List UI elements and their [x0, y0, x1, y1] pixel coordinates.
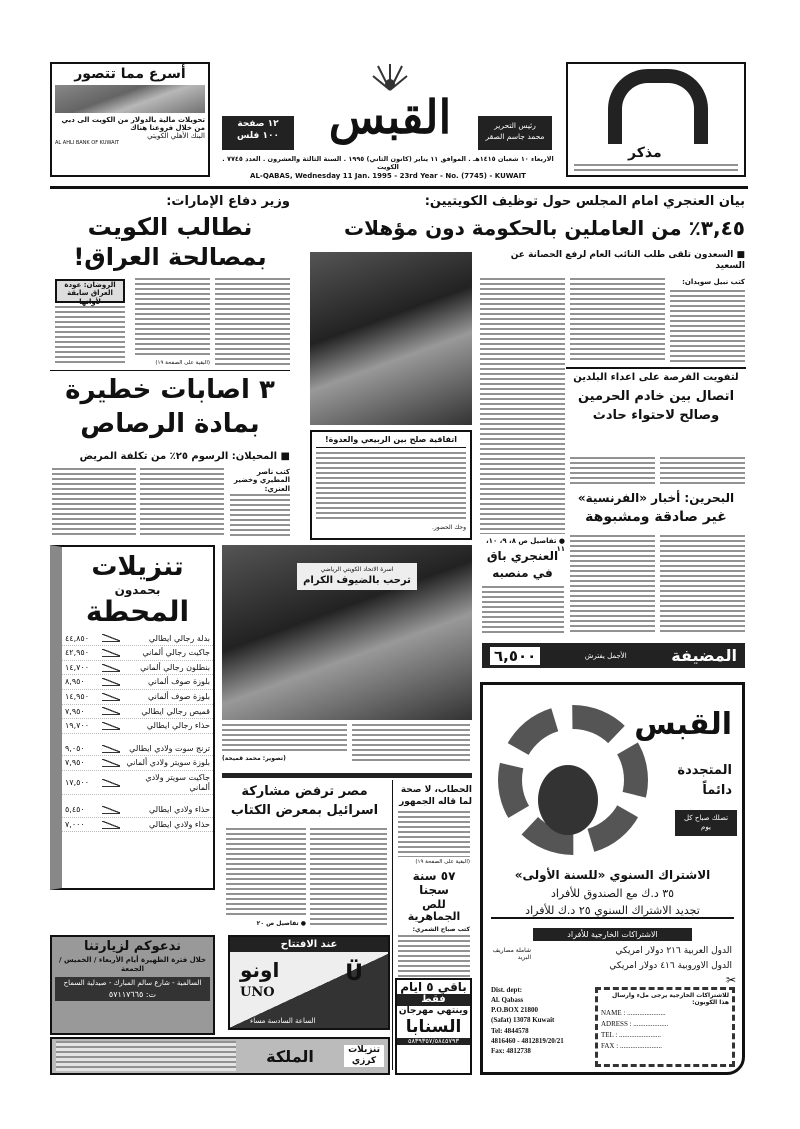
bank-ad-title: أسرع مما تتصور [74, 66, 186, 82]
divider [392, 780, 393, 1070]
days-ad[interactable] [395, 978, 472, 1075]
sale-sub: بحمدون [114, 582, 161, 597]
address-line: 4816460 - 4812819/20/21 [491, 1036, 564, 1045]
item-name: قميص رجالي ايطالي [141, 706, 210, 716]
days-phone: ٥٨٣٩٣٥٧/٥٨٤٥٧٩٣ [397, 1038, 470, 1046]
body-text [660, 457, 745, 487]
egypt-headline-1: مصر ترفض مشاركة [241, 784, 368, 799]
address-line: Fax: 4812738 [491, 1046, 531, 1055]
hattab-headline-1: الحطاب، لا صحة [400, 785, 472, 795]
editor-box [478, 116, 552, 150]
bottom-ad-brand [344, 1045, 384, 1067]
date-line-ar: الاربعاء ١٠ شعبان ١٤١٥هـ . الموافق ١١ يناير (كانون الثاني) ١٩٩٥ . السنة الثالثة والعشرون . العدد ٧٧٤٥ . الكويت [222, 155, 554, 172]
thief-headline-2: للص الجماهرية [407, 897, 461, 923]
old-price-struck [102, 821, 120, 829]
egypt-more[interactable]: ● تفاصيل ص ٢٠ [256, 920, 306, 927]
item-name: ترنج سوت ولادي ايطالي [129, 743, 210, 753]
bahrain-headline-2: غير صادقة ومشبوهة [585, 509, 727, 525]
body-text [482, 586, 564, 635]
body-text [226, 828, 306, 918]
body-text [140, 468, 224, 536]
item-price: ٧,٠٠٠ [65, 819, 85, 829]
item-price: ١٤,٧٠٠ [65, 662, 90, 672]
date-block [222, 155, 554, 181]
address-line: Dist. dept: [491, 986, 523, 994]
mudifa-ad[interactable] [482, 643, 745, 668]
item-name: بنطلون رجالي ألماني [140, 662, 210, 672]
price-row [62, 771, 213, 795]
old-price-struck [102, 707, 120, 715]
price-box [222, 116, 294, 150]
caption-title: اتفاقية صلح بين الربيعي والعدوة! [316, 435, 466, 448]
body-text [310, 828, 387, 928]
price-row [62, 675, 213, 690]
body-text [398, 935, 470, 979]
price-row [62, 632, 213, 647]
side-column [396, 785, 472, 979]
anjari-headline-2: في منصبه [492, 566, 553, 580]
item-name: جاكيت سويتر ولادي ألماني [145, 772, 210, 792]
old-price-struck [102, 693, 120, 701]
horse-image [55, 85, 205, 113]
foreign-title: الاشتراكات الخارجية للأفراد [533, 928, 692, 941]
offer-line: الاشتراك السنوي «للسنة الأولى» [514, 868, 711, 882]
body-text [570, 535, 655, 635]
renew-line: تجديد الاشتراك السنوي ٢٥ د.ك للأفراد [491, 904, 734, 919]
old-price-struck [102, 759, 120, 767]
body-text [574, 164, 738, 172]
editor-label: رئيس التحرير [494, 121, 536, 130]
sports-club-photo [222, 545, 472, 720]
anjari-headline-1: العنجري باق [486, 549, 559, 563]
old-price-struck [102, 806, 120, 814]
body-text [352, 724, 470, 764]
item-name: جاكيت رجالي ألماني [142, 648, 210, 658]
old-price-struck [102, 745, 120, 753]
price-row [62, 756, 213, 771]
saudi-kicker: لتفويت الفرصة على اعداء البلدين [573, 372, 739, 383]
lead-subhead: ■ السعدون تلقى طلب النائب العام لرفع الحصانة عن السعيد [510, 250, 745, 272]
address-label: ADRESS : [601, 1020, 632, 1029]
price-row [62, 818, 213, 833]
item-price: ٤٢,٩٥٠ [65, 648, 90, 658]
price-list [62, 632, 213, 833]
item-price: ٤٤,٨٥٠ [65, 633, 90, 643]
invite-title: ندعوكم لزيارتنا [84, 939, 181, 954]
lead-story-byline: كتب ناصر المطيري وخضير العنزي: [233, 468, 290, 493]
rawdhan-box: الروضان: عودة العراق سابقة لأوانها [55, 279, 125, 303]
price-row [62, 719, 213, 734]
body-text [230, 494, 290, 536]
qabas-logo: القبس [634, 707, 732, 742]
lead-story-subhead: ■ المحيلان: الرسوم ٢٥٪ من تكلفة المريض [79, 451, 290, 462]
uno-footer: الساعة السادسة مساء [250, 1017, 316, 1025]
old-price-struck [102, 649, 120, 657]
item-name: بدلة رجالي ايطالي [148, 633, 210, 643]
body-text [222, 724, 347, 752]
saudi-story [566, 367, 746, 455]
bahrain-headline-1: البحرين: أخبار «الفرنسية» [577, 491, 735, 505]
address-block [491, 985, 564, 1056]
item-price: ٧,٩٥٠ [65, 706, 85, 716]
name-label: NAME : [601, 1009, 626, 1018]
bank-name: البنك الأهلي الكويتي [147, 132, 205, 141]
days-line-4: السنابا [405, 1017, 462, 1038]
mudifa-note: الأجمل يفترش [584, 651, 627, 660]
subhead-text: المحيلان: الرسوم ٢٥٪ من تكلفة المريض [79, 451, 278, 462]
old-price-struck [102, 779, 120, 787]
caption-sign: وحك الحضور. [431, 523, 466, 531]
thief-headline-1: ٥٧ سنة سجنا [412, 869, 456, 897]
old-price-struck [102, 678, 120, 686]
body-text [316, 452, 466, 522]
caption-box [310, 430, 472, 540]
address-line: Al. Qabass [491, 996, 524, 1005]
item-price: ١٩,٧٠٠ [65, 721, 90, 731]
renewed-label: المتجددة [677, 763, 732, 778]
fax-field[interactable]: FAX : ........................ [601, 1041, 662, 1050]
newspaper-logo: القبس [328, 90, 452, 144]
item-price: ٥,٤٥٠ [65, 805, 85, 815]
subscription-ad[interactable] [480, 682, 745, 1075]
editor-name: محمد جاسم الصقر [485, 132, 545, 142]
europe-rate: الدول الاوروبية ٤١٦ دولار امريكي [609, 961, 732, 971]
body-text [670, 290, 745, 363]
bottom-ad[interactable] [50, 1037, 390, 1075]
uno-title: عند الافتتاح [230, 937, 388, 952]
address-line: P.O.BOX 21800 [491, 1006, 538, 1015]
days-line-1: باقي ٥ ايام [400, 980, 467, 994]
date-line-en: AL-QABAS, Wednesday 11 Jan. 1995 - 23rd Year - No. (7745) - KUWAIT [250, 171, 526, 180]
item-price: ٩,٠٥٠ [65, 743, 85, 753]
hattab-more[interactable]: (البقية على الصفحة ١٩) [415, 859, 470, 866]
bottom-ad-title: تنزيلات [348, 1045, 380, 1056]
body-text [52, 468, 136, 536]
tel-field[interactable]: TEL : ........................ [601, 1031, 662, 1040]
always-label: دائماً [702, 783, 732, 798]
arab-rate: الدول العربية ٢١٦ دولار امريكي [615, 946, 732, 956]
old-price-struck [102, 664, 120, 672]
item-name: حذاء ولادي ايطالي [148, 805, 210, 815]
item-name: حذاء ولادي ايطالي [148, 819, 210, 829]
item-name: بلوزة صوف ألماني [148, 691, 210, 701]
coupon-note: للاشتراكات الخارجية يرجى ملء وارسال هذا الكوبون: [612, 992, 729, 1007]
banner-line-1: اسرة الاتحاد الكويتي الرياضي [320, 566, 394, 573]
body-text [55, 306, 125, 365]
photo-credit: (تصوير: محمد قميحة) [222, 755, 286, 762]
uae-kicker: وزير دفاع الإمارات: [166, 194, 290, 209]
lead-story-headline-1: ٣ اصابات خطيرة [65, 375, 275, 405]
bottom-ad-brand-name: كرزي [351, 1056, 377, 1066]
uno-logo-icon: Ü [345, 961, 363, 986]
price-row [62, 705, 213, 720]
address-field[interactable]: ADRESS : .................... [601, 1020, 669, 1029]
mudifa-price: ٦,٥٠٠ [490, 647, 540, 665]
body-text [398, 811, 470, 857]
price-row [62, 661, 213, 676]
days-line-2: فقط [397, 994, 470, 1006]
lead-subhead-text: السعدون تلقى طلب النائب العام لرفع الحصانة عن السعيد [510, 250, 745, 272]
mudifa-brand: المضيفة [671, 646, 737, 665]
lead-byline: كتب نبيل سويدان: [682, 278, 745, 286]
lead-kicker: بيان العنجري امام المجلس حول توظيف الكويتيين: [424, 194, 745, 209]
price-row [62, 646, 213, 661]
invite-body: خلال فترة الظهيرة أيام الأربعاء / الخميس / الجمعة [58, 956, 207, 973]
body-text [570, 457, 655, 487]
price-row [62, 690, 213, 705]
uno-brand-en: UNO [240, 985, 275, 1000]
sale-ad[interactable] [50, 545, 215, 890]
body-text [660, 535, 745, 635]
logo-emblem-icon [370, 56, 410, 91]
letter-m-graphic [608, 69, 708, 144]
body-text [570, 278, 665, 363]
arrow-banner: تصلك صباح كل يوم [675, 810, 737, 836]
offer-line-2: ٣٥ د.ك مع الصندوق للأفراد [550, 887, 675, 900]
banner-line-2: ترحب بالضيوف الكرام [303, 574, 411, 586]
bottom-ad-store: الملكة [266, 1046, 314, 1066]
body-text [215, 278, 290, 365]
pages-count: ١٢ صفحة [237, 119, 279, 129]
address-line: (Safat) 13078 Kuwait [491, 1016, 555, 1025]
uno-ad[interactable] [228, 935, 390, 1030]
uae-more[interactable]: (البقية على الصفحة ١٩) [155, 360, 210, 366]
lead-headline: ٣,٤٥٪ من العاملين بالحكومة دون مؤهلات [344, 216, 745, 240]
uae-headline-2: بمصالحة العراق! [73, 243, 267, 271]
item-price: ١٤,٩٥٠ [65, 691, 90, 701]
scissors-icon: ✂ [725, 973, 736, 987]
price-row [62, 742, 213, 757]
invite-ad[interactable] [50, 935, 215, 1035]
body-text [135, 278, 210, 358]
subscription-coupon[interactable] [595, 987, 735, 1067]
thief-byline: كتب صباح الشمري: [412, 925, 470, 933]
lead-more-link[interactable]: ● تفاصيل ص ٨، ٩، ١٠، ١١ [486, 537, 565, 553]
item-name: بلوزة صوف ألماني [148, 677, 210, 687]
sale-store: المحطة [85, 594, 190, 628]
address-line: Tel: 4844578 [491, 1026, 529, 1035]
fax-label: FAX : [601, 1041, 619, 1050]
old-price-struck [102, 722, 120, 730]
parliament-photo [310, 252, 472, 425]
item-price: ٨,٩٥٠ [65, 677, 85, 687]
saudi-headline-1: اتصال بين خادم الحرمين [577, 389, 735, 404]
name-field[interactable]: NAME : ...................... [601, 1009, 666, 1018]
bank-ad[interactable] [50, 62, 210, 177]
item-price: ١٧,٥٠٠ [65, 777, 90, 787]
divider [222, 773, 472, 778]
tel-label: TEL : [601, 1031, 618, 1040]
uae-headline-1: نطالب الكويت [87, 213, 253, 241]
welcome-banner [297, 563, 417, 590]
old-price-struck [102, 634, 120, 642]
hattab-headline-2: لما قاله الجمهور [399, 796, 472, 807]
sale-title: تنزيلات [91, 552, 184, 582]
masthead-rule [50, 186, 748, 189]
invite-phone: ت: ٥٧١١٧٦٦٥ [55, 989, 210, 1001]
bank-name-en: AL AHLI BANK OF KUWAIT [55, 139, 120, 146]
price: ١٠٠ فلس [237, 130, 279, 141]
mothakker-title: مذكر [628, 145, 662, 161]
egypt-headline-2: اسرائيل بمعرض الكتاب [230, 803, 379, 818]
invite-place: السالمية - شارع سالم المبارك - صيدلية السماح [55, 977, 210, 989]
divider [50, 370, 290, 371]
days-line-3: وينتهي مهرجان [398, 1006, 469, 1017]
saudi-headline-2: وصالح لاحتواء حادث [592, 408, 720, 424]
item-name: بلوزة سويتر ولادي ألماني [126, 758, 210, 768]
mothakker-ad[interactable] [566, 62, 746, 177]
body-text [480, 278, 565, 534]
emblem-center [538, 765, 598, 835]
bottom-ad-text [56, 1041, 236, 1071]
fees-note: شاملة مصاريف البريد [492, 947, 531, 962]
price-row [62, 803, 213, 818]
uno-brand-ar: اونو [240, 958, 280, 982]
bank-ad-body: تحويلات مالية بالدولار من الكويت الى دبي من خلال فروعنا هناك [61, 116, 205, 133]
item-price: ٧,٩٥٠ [65, 758, 85, 768]
item-name: حذاء رجالي ايطالي [146, 721, 210, 731]
lead-story-headline-2: بمادة الرصاص [80, 409, 260, 439]
